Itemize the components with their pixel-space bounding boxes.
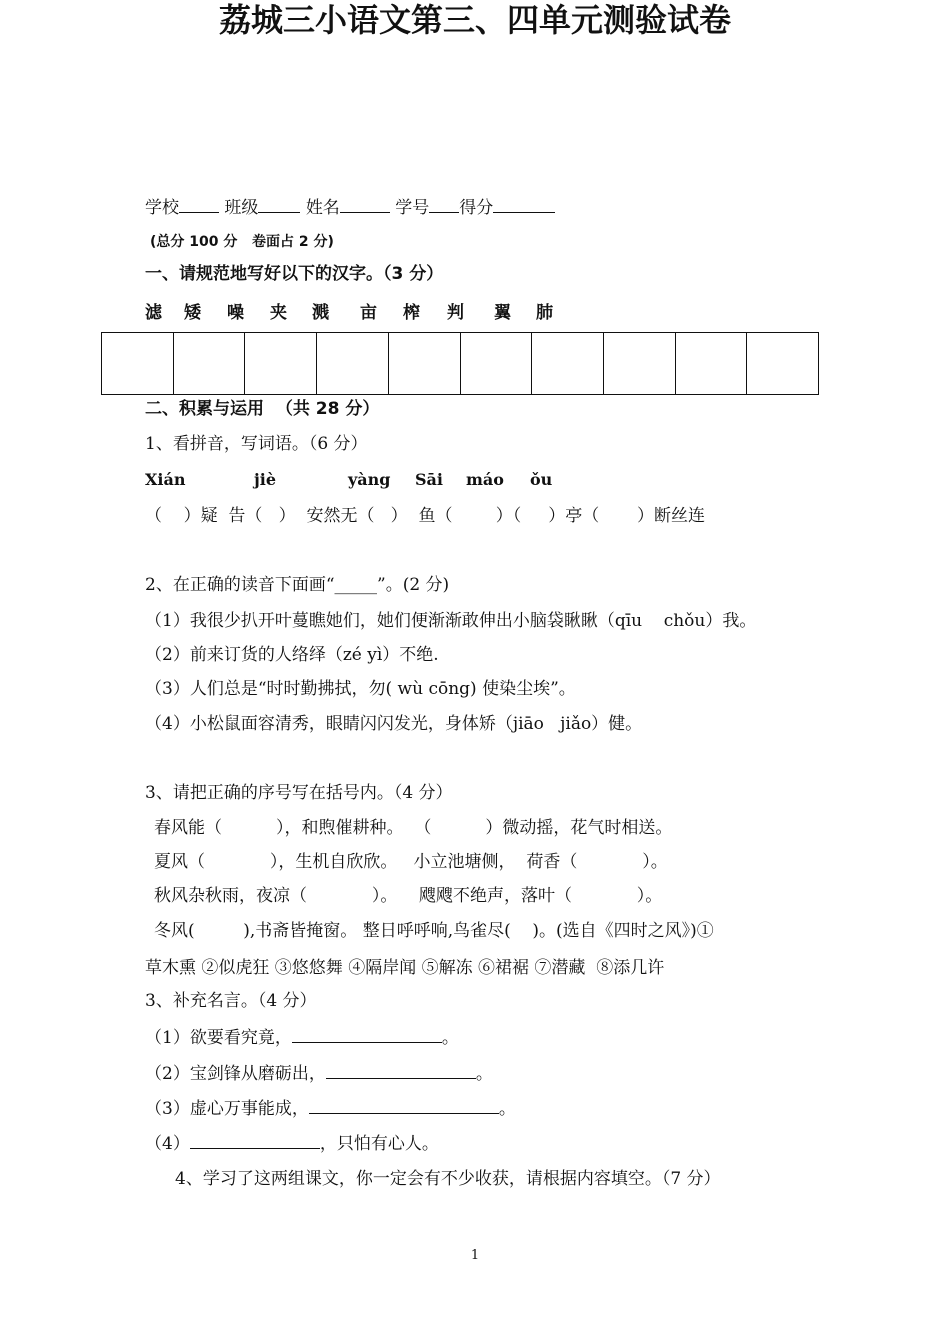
q4-item-2-pre: （2）宝剑锋从磨砺出， bbox=[145, 1064, 326, 1084]
char-4: 夹 bbox=[270, 303, 287, 323]
writing-cell[interactable] bbox=[389, 333, 461, 394]
pinyin-1: Xián bbox=[145, 470, 186, 489]
q4-item-3-post: 。 bbox=[498, 1099, 516, 1119]
q2-title: 2、在正确的读音下面画“_____”。(2 分) bbox=[145, 575, 450, 595]
q4-item-2-post: 。 bbox=[475, 1064, 493, 1084]
char-5: 溅 bbox=[312, 303, 329, 323]
q4-blank-2[interactable] bbox=[326, 1063, 476, 1079]
exam-title: 荔城三小语文第三、四单元测验试卷 bbox=[218, 1, 731, 39]
q1-title: 1、看拼音，写词语。（6 分） bbox=[145, 434, 368, 454]
char-9: 翼 bbox=[494, 303, 511, 323]
writing-cell[interactable] bbox=[532, 333, 604, 394]
writing-cell[interactable] bbox=[676, 333, 748, 394]
pinyin-3: yàng bbox=[348, 470, 391, 489]
writing-cell[interactable] bbox=[747, 333, 818, 394]
student-info-line bbox=[145, 196, 555, 219]
q4-item-1-pre: （1）欲要看究竟， bbox=[145, 1028, 292, 1048]
writing-cell[interactable] bbox=[174, 333, 246, 394]
q4-blank-4[interactable] bbox=[190, 1133, 320, 1149]
char-6: 亩 bbox=[360, 303, 377, 323]
section1-heading: 一、请规范地写好以下的汉字。（3 分） bbox=[145, 264, 444, 284]
pinyin-2: jiè bbox=[254, 470, 277, 489]
q4-title: 3、补充名言。（4 分） bbox=[145, 991, 317, 1011]
q4-item-3 bbox=[145, 1098, 516, 1120]
number-label: 学号 bbox=[395, 198, 430, 218]
q4-item-1-post: 。 bbox=[441, 1028, 459, 1048]
q2-item-1[interactable]: （1）我很少扒开叶蔓瞧她们，她们便渐渐敢伸出小脑袋瞅瞅（qīu chǒu）我。 bbox=[145, 611, 757, 631]
school-label: 学校 bbox=[145, 198, 179, 218]
score-label: 得分 bbox=[459, 198, 494, 218]
q4-item-4-pre: （4） bbox=[145, 1134, 190, 1154]
q3-title: 3、请把正确的序号写在括号内。（4 分） bbox=[145, 783, 453, 803]
score-blank[interactable] bbox=[493, 196, 555, 213]
total-score-note: (总分 100 分 卷面占 2 分) bbox=[150, 234, 334, 250]
q2-item-3[interactable]: （3）人们总是“时时勤拂拭，勿( wù cōng) 使染尘埃”。 bbox=[145, 679, 576, 699]
name-label: 姓名 bbox=[305, 198, 340, 218]
q4-item-1 bbox=[145, 1027, 459, 1049]
writing-cell[interactable] bbox=[461, 333, 533, 394]
q4-item-4-post: ，只怕有心人。 bbox=[319, 1134, 439, 1154]
pinyin-4: Sāi bbox=[415, 470, 443, 489]
q3-options: 草木熏 ②似虎狂 ③悠悠舞 ④隔岸闻 ⑤解冻 ⑥裙裾 ⑦潜藏 ⑧添几许 bbox=[145, 958, 665, 978]
school-blank[interactable] bbox=[179, 196, 219, 213]
q3-line-3[interactable]: 秋风杂秋雨，夜凉（ ）。 飕飕不绝声，落叶（ ）。 bbox=[154, 886, 663, 906]
q4-blank-1[interactable] bbox=[292, 1027, 442, 1043]
char-7: 榨 bbox=[403, 303, 420, 323]
q4-item-2 bbox=[145, 1063, 493, 1085]
number-blank[interactable] bbox=[429, 196, 459, 213]
char-10: 肺 bbox=[536, 303, 553, 323]
name-blank[interactable] bbox=[340, 196, 390, 213]
class-blank[interactable] bbox=[258, 196, 300, 213]
writing-cell[interactable] bbox=[317, 333, 389, 394]
q4-item-4 bbox=[145, 1133, 439, 1155]
pinyin-5: máo bbox=[466, 470, 504, 489]
q3-line-4[interactable]: 冬风( ),书斋皆掩窗。 整日呼呼响,鸟雀尽( )。(选自《四时之风》)① bbox=[154, 921, 714, 941]
q1-answer-line[interactable]: （ ）疑 告（ ） 安然无（ ） 鱼（ ）（ ）亭（ ）断丝连 bbox=[145, 506, 706, 526]
writing-cell[interactable] bbox=[102, 333, 174, 394]
char-8: 判 bbox=[447, 303, 464, 323]
q5-title: 4、学习了这两组课文，你一定会有不少收获，请根据内容填空。（7 分） bbox=[175, 1169, 721, 1189]
q4-item-3-pre: （3）虚心万事能成， bbox=[145, 1099, 309, 1119]
class-label: 班级 bbox=[224, 198, 259, 218]
q2-item-4[interactable]: （4）小松鼠面容清秀，眼睛闪闪发光，身体矫（jiāo jiǎo）健。 bbox=[145, 714, 643, 734]
q3-line-2[interactable]: 夏风（ ），生机自欣欣。 小立池塘侧， 荷香（ ）。 bbox=[154, 852, 668, 872]
q2-item-2[interactable]: （2）前来订货的人络绎（zé yì）不绝. bbox=[145, 645, 439, 665]
char-2: 矮 bbox=[184, 303, 201, 323]
char-3: 噪 bbox=[227, 303, 244, 323]
char-1: 滤 bbox=[145, 303, 162, 323]
q4-blank-3[interactable] bbox=[309, 1098, 499, 1114]
pinyin-6: ǒu bbox=[530, 470, 553, 489]
writing-cell[interactable] bbox=[604, 333, 676, 394]
writing-grid bbox=[101, 332, 819, 395]
section2-heading: 二、积累与运用 （共 28 分） bbox=[145, 399, 380, 419]
writing-cell[interactable] bbox=[245, 333, 317, 394]
page-number: 1 bbox=[470, 1248, 480, 1263]
q3-line-1[interactable]: 春风能（ ），和煦催耕种。 （ ）微动摇，花气时相送。 bbox=[154, 818, 673, 838]
